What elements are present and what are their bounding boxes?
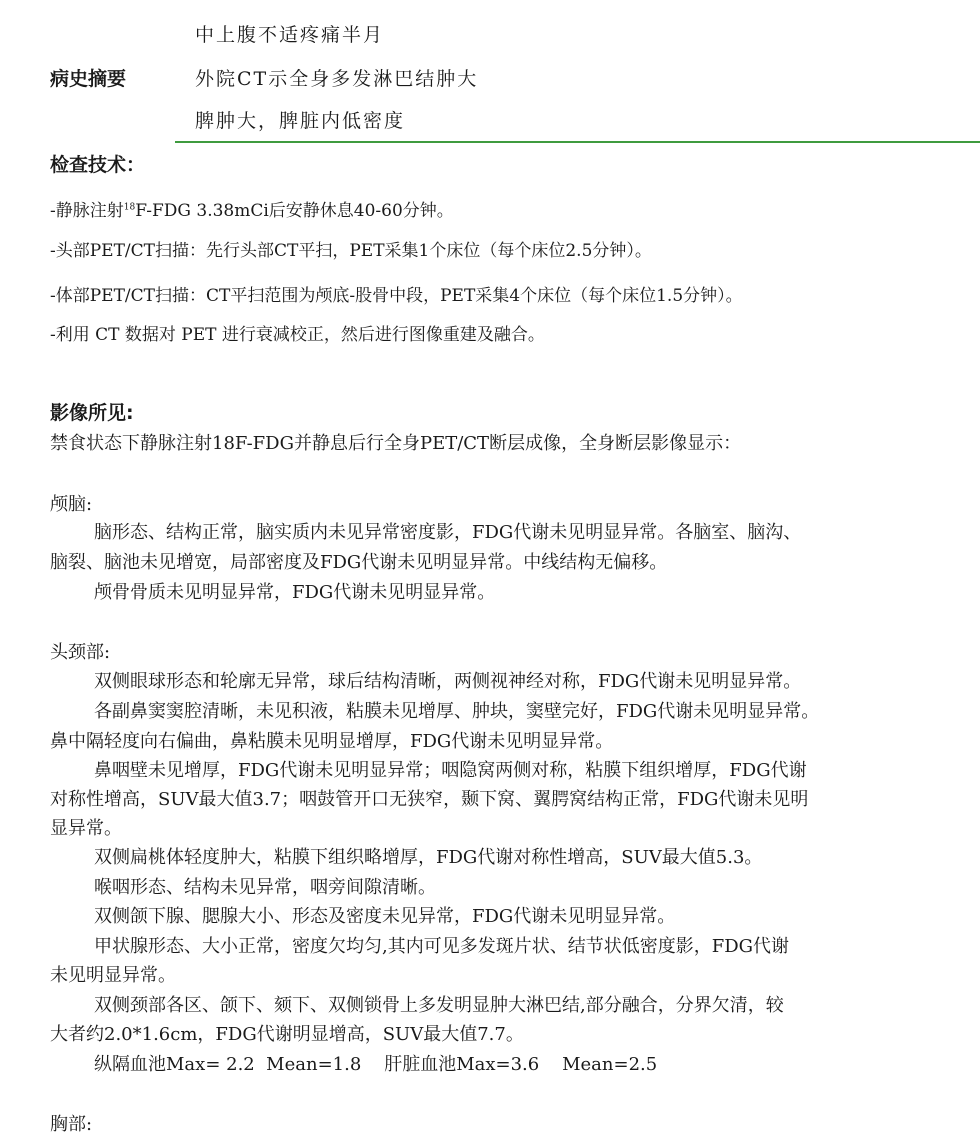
headneck-line-12: 双侧颈部各区、颌下、颏下、双侧锁骨上多发明显肿大淋巴结,部分融合，分界欠清，较 <box>94 995 784 1016</box>
headneck-line-7: 双侧扁桃体轻度肿大，粘膜下组织略增厚，FDG代谢对称性增高，SUV最大值5.3。 <box>94 847 763 868</box>
technique-line-2: -头部PET/CT扫描：先行头部CT平扫，PET采集1个床位（每个床位2.5分钟）。 <box>50 241 652 261</box>
headneck-line-6: 显异常。 <box>50 818 122 839</box>
headneck-line-10: 甲状腺形态、大小正常，密度欠均匀,其内可见多发斑片状、结节状低密度影，FDG代谢 <box>94 936 790 957</box>
technique-line-1a: -静脉注射 <box>50 201 124 221</box>
technique-line-1b: F-FDG 3.38mCi后安静休息40-60分钟。 <box>135 201 454 221</box>
technique-line-4: -利用 CT 数据对 PET 进行衰减校正，然后进行图像重建及融合。 <box>50 325 545 345</box>
technique-line-1 <box>50 196 454 221</box>
history-label: 病史摘要 <box>50 68 127 90</box>
headneck-line-9: 双侧颌下腺、腮腺大小、形态及密度未见异常，FDG代谢未见明显异常。 <box>94 906 676 927</box>
headneck-line-8: 喉咽形态、结构未见异常，咽旁间隙清晰。 <box>94 877 436 898</box>
history-line-2: 外院CT示全身多发淋巴结肿大 <box>195 68 479 90</box>
brain-line-1: 脑形态、结构正常，脑实质内未见异常密度影，FDG代谢未见明显异常。各脑室、脑沟、 <box>94 522 802 543</box>
headneck-line-3: 鼻中隔轻度向右偏曲，鼻粘膜未见明显增厚，FDG代谢未见明显异常。 <box>50 731 614 752</box>
findings-intro: 禁食状态下静脉注射18F-FDG并静息后行全身PET/CT断层成像，全身断层影像显示： <box>50 433 742 454</box>
technique-line-3: -体部PET/CT扫描：CT平扫范围为颅底-股骨中段，PET采集4个床位（每个床位1.5分钟）。 <box>50 286 743 306</box>
history-line-3: 脾肿大，脾脏内低密度 <box>195 110 406 132</box>
headneck-line-5: 对称性增高，SUV最大值3.7；咽鼓管开口无狭窄，颞下窝、翼腭窝结构正常，FDG代谢未见明 <box>50 789 809 810</box>
technique-line-1-sup: 18 <box>123 202 136 213</box>
headneck-line-11: 未见明显异常。 <box>50 965 176 986</box>
history-divider <box>175 141 980 143</box>
headneck-line-4: 鼻咽壁未见增厚，FDG代谢未见明显异常；咽隐窝两侧对称，粘膜下组织增厚，FDG代谢 <box>94 760 807 781</box>
blood-pool-values: 纵隔血池Max= 2.2 Mean=1.8 肝脏血池Max=3.6 Mean=2.5 <box>94 1054 658 1075</box>
brain-heading: 颅脑: <box>50 494 93 515</box>
technique-heading: 检查技术： <box>50 154 146 176</box>
findings-heading: 影像所见: <box>50 402 134 424</box>
headneck-line-2: 各副鼻窦窦腔清晰，未见积液，粘膜未见增厚、肿块，窦壁完好，FDG代谢未见明显异常。 <box>94 701 820 722</box>
brain-line-3: 颅骨骨质未见明显异常，FDG代谢未见明显异常。 <box>94 582 496 603</box>
chest-heading: 胸部: <box>50 1114 93 1135</box>
headneck-heading: 头颈部: <box>50 642 111 663</box>
brain-line-2: 脑裂、脑池未见增宽，局部密度及FDG代谢未见明显异常。中线结构无偏移。 <box>50 552 668 573</box>
headneck-line-1: 双侧眼球形态和轮廓无异常，球后结构清晰，两侧视神经对称，FDG代谢未见明显异常。 <box>94 671 802 692</box>
headneck-line-13: 大者约2.0*1.6cm，FDG代谢明显增高，SUV最大值7.7。 <box>50 1024 524 1045</box>
history-line-1: 中上腹不适疼痛半月 <box>195 24 385 46</box>
